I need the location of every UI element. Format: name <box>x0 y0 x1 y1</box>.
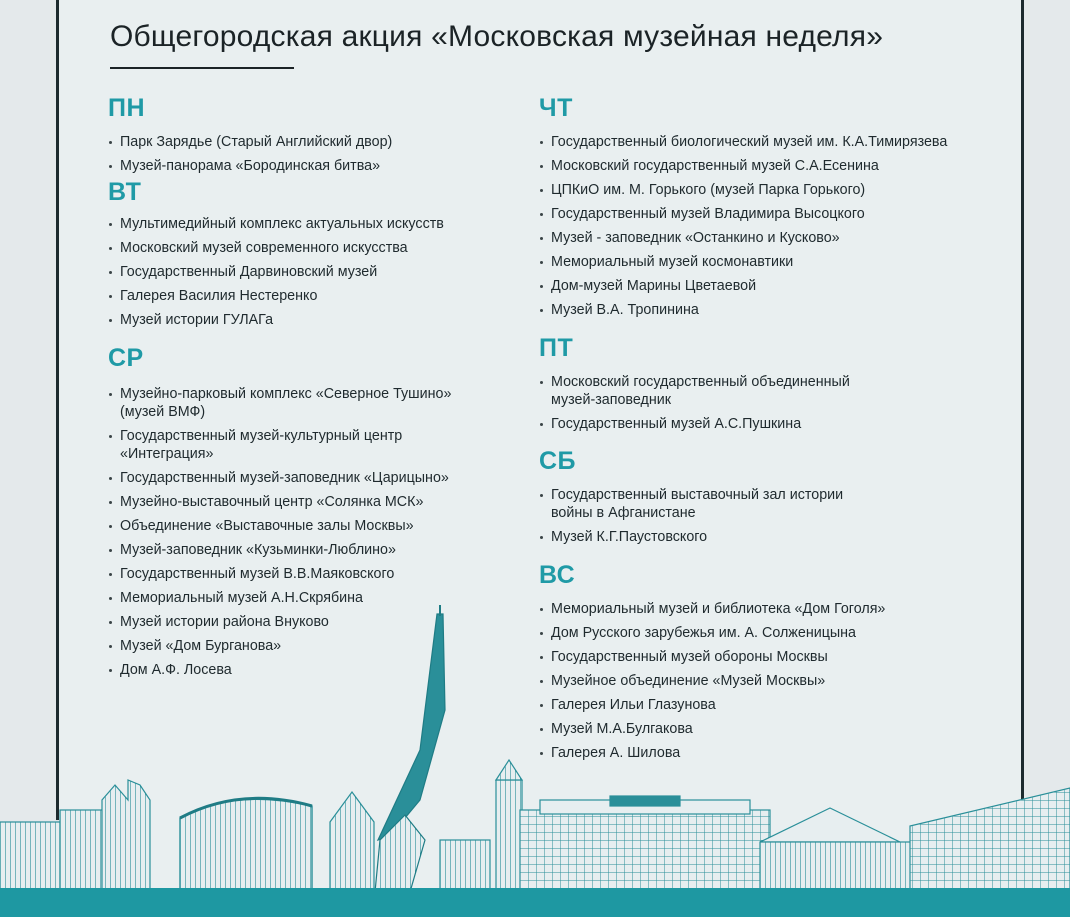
day-heading-wednesday: СР <box>108 344 144 372</box>
day-block-saturday <box>539 447 999 561</box>
day-block-tuesday <box>108 178 508 344</box>
list-item: Объединение «Выставочные залы Москвы» <box>108 517 508 535</box>
list-item: Мемориальный музей А.Н.Скрябина <box>108 589 508 607</box>
list-item: Музейно-выставочный центр «Солянка МСК» <box>108 493 508 511</box>
day-block-friday <box>539 334 999 447</box>
list-item: Московский музей современного искусства <box>108 239 508 257</box>
list-item: Музейно-парковый комплекс «Северное Тушино» (музей ВМФ) <box>108 385 490 421</box>
list-item: Музей-заповедник «Кузьминки-Люблино» <box>108 541 508 559</box>
list-item: Государственный музей обороны Москвы <box>539 648 999 666</box>
museum-list-thursday <box>539 133 999 319</box>
day-heading-sunday: ВС <box>539 561 576 589</box>
list-item: Музей-панорама «Бородинская битва» <box>108 157 508 175</box>
list-item: Государственный музей А.С.Пушкина <box>539 415 999 433</box>
modern-block-building <box>910 788 1070 892</box>
list-item: Музей - заповедник «Останкино и Кусково» <box>539 229 999 247</box>
title-underline <box>110 67 294 69</box>
list-item: Музейное объединение «Музей Москвы» <box>539 672 999 690</box>
list-item: Государственный музей В.В.Маяковского <box>108 565 508 583</box>
list-item: Музей истории района Внуково <box>108 613 508 631</box>
list-item: Мемориальный музей и библиотека «Дом Гоголя» <box>539 600 999 618</box>
list-item: ЦПКиО им. М. Горького (музей Парка Горького) <box>539 181 999 199</box>
museum-list-saturday <box>539 486 999 546</box>
tower-building <box>496 760 522 892</box>
museum-list-friday <box>539 373 999 433</box>
panorama-building <box>180 798 312 892</box>
list-item: Московский государственный музей С.А.Есенина <box>539 157 999 175</box>
list-item: Мультимедийный комплекс актуальных искусств <box>108 215 508 233</box>
list-item: Галерея Ильи Глазунова <box>539 696 999 714</box>
day-heading-tuesday: ВТ <box>108 178 142 206</box>
list-item: Дом-музей Марины Цветаевой <box>539 277 999 295</box>
day-block-thursday <box>539 94 999 334</box>
day-heading-saturday: СБ <box>539 447 577 475</box>
space-monument <box>375 605 445 892</box>
museum-list-monday <box>108 133 508 175</box>
list-item: Галерея А. Шилова <box>539 744 999 762</box>
ground-strip <box>0 888 1070 917</box>
moscow-skyline-illustration <box>0 600 1070 917</box>
list-item: Государственный музей-культурный центр «Интеграция» <box>108 427 450 463</box>
list-item: Музей К.Г.Паустовского <box>539 528 999 546</box>
list-item: Галерея Василия Нестеренко <box>108 287 508 305</box>
schedule-column-left <box>108 94 508 679</box>
day-heading-friday: ПТ <box>539 334 574 362</box>
day-block-monday <box>108 94 508 178</box>
list-item: Музей М.А.Булгакова <box>539 720 999 738</box>
list-item: Музей В.А. Тропинина <box>539 301 999 319</box>
list-item: Государственный Дарвиновский музей <box>108 263 508 281</box>
list-item: Мемориальный музей космонавтики <box>539 253 999 271</box>
left-buildings <box>0 780 150 892</box>
list-item: Парк Зарядье (Старый Английский двор) <box>108 133 508 151</box>
list-item: Государственный биологический музей им. К.А.Тимирязева <box>539 133 999 151</box>
list-item: Музей истории ГУЛАГа <box>108 311 508 329</box>
classical-building <box>760 808 920 892</box>
list-item: Московский государственный объединенный музей-заповедник <box>539 373 886 409</box>
museum-list-tuesday <box>108 215 508 329</box>
park-gate-building <box>520 796 770 892</box>
list-item: Государственный выставочный зал истории войны в Афганистане <box>539 486 881 522</box>
day-heading-monday: ПН <box>108 94 146 122</box>
list-item: Дом Русского зарубежья им. А. Солженицына <box>539 624 999 642</box>
day-heading-thursday: ЧТ <box>539 94 573 122</box>
list-item: Государственный музей Владимира Высоцкого <box>539 205 999 223</box>
page-title: Общегородская акция «Московская музейная неделя» <box>110 20 884 53</box>
list-item: Дом А.Ф. Лосева <box>108 661 508 679</box>
list-item: Государственный музей-заповедник «Царицыно» <box>108 469 508 487</box>
list-item: Музей «Дом Бурганова» <box>108 637 508 655</box>
